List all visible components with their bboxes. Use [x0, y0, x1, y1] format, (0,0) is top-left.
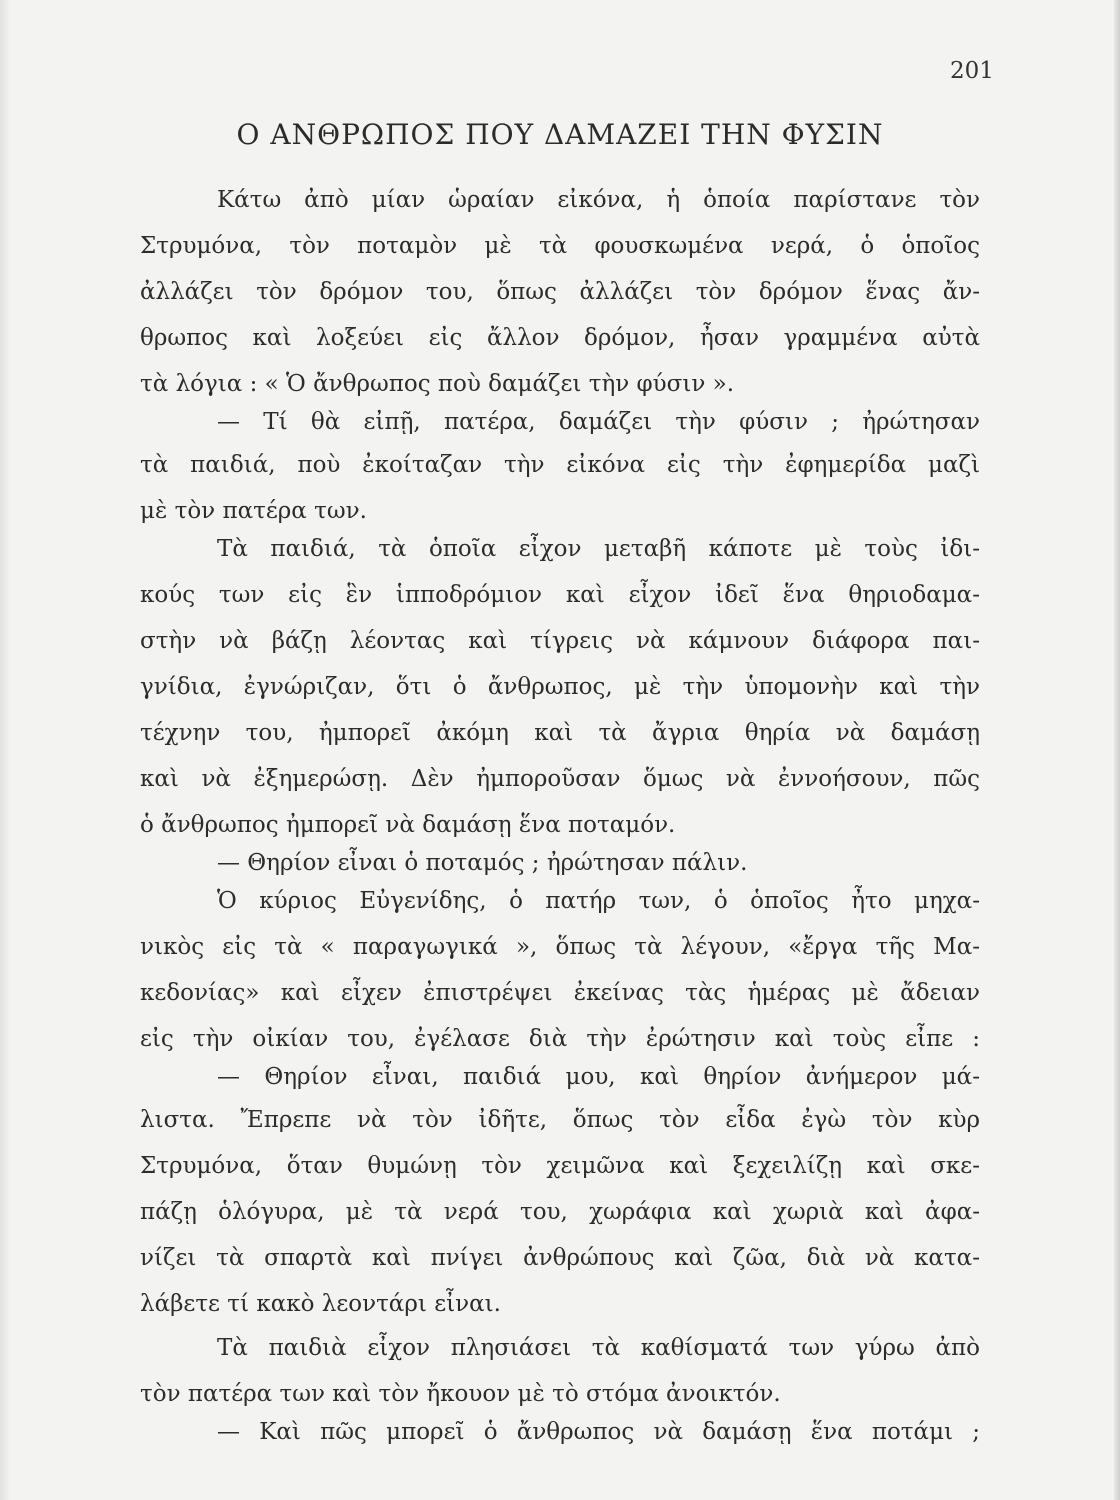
text-line: — Τί θὰ εἰπῇ, πατέρα, δαμάζει τὴν φύσιν ; ἠρώτησαν — [217, 409, 980, 435]
text-line: Στρυμόνα, τὸν ποταμὸν μὲ τὰ φουσκωμένα νερά, ὁ ὁποῖος — [140, 233, 980, 259]
text-line: νικὸς εἰς τὰ « παραγωγικά », ὅπως τὰ λέγουν, «ἔργα τῆς Μα- — [140, 934, 980, 960]
page-number: 201 — [950, 58, 994, 84]
text-line: νίζει τὰ σπαρτὰ καὶ πνίγει ἀνθρώπους καὶ ζῶα, διὰ νὰ κατα- — [140, 1245, 980, 1271]
text-line: πάζῃ ὁλόγυρα, μὲ τὰ νερά του, χωράφια καὶ χωριὰ καὶ ἀφα- — [140, 1199, 980, 1225]
text-line: — Θηρίον εἶναι ὁ ποταμός ; ἠρώτησαν πάλιν. — [217, 850, 748, 876]
text-line: τὰ παιδιά, ποὺ ἐκοίταζαν τὴν εἰκόνα εἰς τὴν ἐφημερίδα μαζὶ — [140, 452, 980, 478]
text-line: — Καὶ πῶς μπορεῖ ὁ ἄνθρωπος νὰ δαμάσῃ ἕνα ποτάμι ; — [217, 1419, 980, 1445]
text-line: Στρυμόνα, ὅταν θυμώνῃ τὸν χειμῶνα καὶ ξεχειλίζῃ καὶ σκε- — [140, 1153, 980, 1179]
text-line: τὸν πατέρα των καὶ τὸν ἤκουον μὲ τὸ στόμα ἀνοικτόν. — [140, 1381, 781, 1407]
text-line: λιστα. Ἔπρεπε νὰ τὸν ἰδῆτε, ὅπως τὸν εἶδα ἐγὼ τὸν κὺρ — [140, 1107, 980, 1133]
text-line: — Θηρίον εἶναι, παιδιά μου, καὶ θηρίον ἀνήμερον μά- — [217, 1064, 980, 1090]
text-line: γνίδια, ἐγνώριζαν, ὅτι ὁ ἄνθρωπος, μὲ τὴν ὑπομονὴν καὶ τὴν — [140, 674, 980, 700]
text-line: εἰς τὴν οἰκίαν του, ἐγέλασε διὰ τὴν ἐρώτησιν καὶ τοὺς εἶπε : — [140, 1026, 980, 1052]
text-line: στὴν νὰ βάζῃ λέοντας καὶ τίγρεις νὰ κάμνουν διάφορα παι- — [140, 628, 980, 654]
text-line: Κάτω ἀπὸ μίαν ὡραίαν εἰκόνα, ἡ ὁποία παρίστανε τὸν — [217, 187, 980, 213]
text-line: μὲ τὸν πατέρα των. — [140, 498, 367, 524]
page-edge-shadow — [0, 0, 10, 1500]
text-line: ὁ ἄνθρωπος ἠμπορεῖ νὰ δαμάσῃ ἕνα ποταμόν. — [140, 812, 676, 838]
chapter-title: Ο ΑΝΘΡΩΠΟΣ ΠΟΥ ΔΑΜΑΖΕΙ ΤΗΝ ΦΥΣΙΝ — [236, 118, 884, 151]
text-line: κεδονίας» καὶ εἶχεν ἐπιστρέψει ἐκείνας τὰς ἡμέρας μὲ ἄδειαν — [140, 980, 980, 1006]
text-line: Τὰ παιδιὰ εἶχον πλησιάσει τὰ καθίσματά των γύρω ἀπὸ — [217, 1335, 980, 1361]
text-line: θρωπος καὶ λοξεύει εἰς ἄλλον δρόμον, ἦσαν γραμμένα αὐτὰ — [140, 325, 980, 351]
text-line: Τὰ παιδιά, τὰ ὁποῖα εἶχον μεταβῆ κάποτε μὲ τοὺς ἰδι- — [217, 536, 980, 562]
text-line: τέχνην του, ἠμπορεῖ ἀκόμη καὶ τὰ ἄγρια θηρία νὰ δαμάσῃ — [140, 720, 980, 746]
text-line: ἀλλάζει τὸν δρόμον του, ὅπως ἀλλάζει τὸν δρόμον ἕνας ἄν- — [140, 279, 980, 305]
page-spine-edge — [1114, 0, 1120, 1500]
text-line: καὶ νὰ ἐξημερώσῃ. Δὲν ἠμποροῦσαν ὅμως νὰ ἐννοήσουν, πῶς — [140, 766, 980, 792]
text-line: λάβετε τί κακὸ λεοντάρι εἶναι. — [140, 1291, 501, 1317]
text-line: κούς των εἰς ἓν ἱπποδρόμιον καὶ εἶχον ἰδεῖ ἕνα θηριοδαμα- — [140, 582, 980, 608]
text-line: Ὁ κύριος Εὐγενίδης, ὁ πατήρ των, ὁ ὁποῖος ἦτο μηχα- — [217, 888, 980, 914]
text-line: τὰ λόγια : « Ὁ ἄνθρωπος ποὺ δαμάζει τὴν φύσιν ». — [140, 371, 735, 397]
